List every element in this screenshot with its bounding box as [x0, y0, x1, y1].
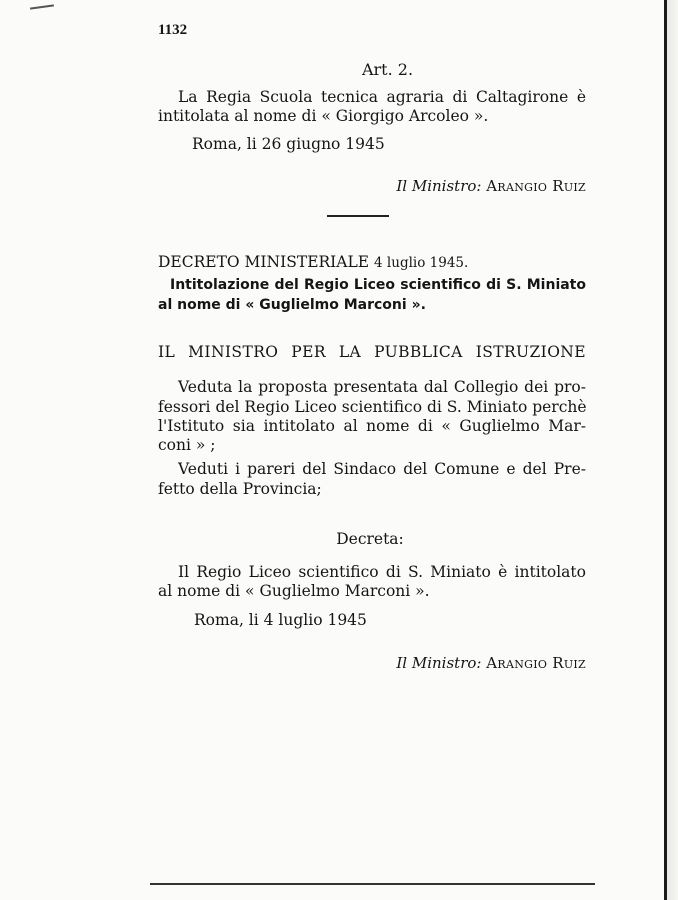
decree-title	[158, 253, 468, 271]
decreta-heading: Decreta:	[336, 530, 404, 548]
paragraph-line: Veduti i pareri del Sindaco del Comune e del Pre-	[178, 460, 586, 478]
article-signature	[396, 177, 586, 195]
resolution-line: Il Regio Liceo scientifico di S. Miniato è intitolato	[178, 563, 586, 581]
minister-heading: IL MINISTRO PER LA PUBBLICA ISTRUZIONE	[158, 343, 586, 361]
decree-subject-line: al nome di « Guglielmo Marconi ».	[158, 297, 426, 313]
paragraph-line: coni » ;	[158, 436, 216, 454]
decree-subject-line: Intitolazione del Regio Liceo scientifico di S. Miniato	[170, 277, 586, 293]
decree-signature	[396, 654, 586, 672]
paragraph-line: fessori del Regio Liceo scientifico di S. Miniato perchè	[158, 398, 587, 416]
article-place-date: Roma, li 26 giugno 1945	[192, 135, 385, 153]
decree-place-date: Roma, li 4 luglio 1945	[194, 611, 367, 629]
paragraph-line: Veduta la proposta presentata dal Collegio dei pro-	[178, 378, 586, 396]
signature-role: Il Ministro:	[396, 177, 482, 195]
bottom-rule	[150, 883, 595, 885]
corner-mark	[30, 4, 54, 9]
article-heading: Art. 2.	[361, 60, 414, 79]
section-divider	[327, 215, 389, 217]
decree-date: 4 luglio 1945.	[374, 255, 469, 271]
signature-name: Arangio Ruiz	[486, 177, 586, 195]
page-number: 1132	[158, 22, 188, 38]
resolution-line: al nome di « Guglielmo Marconi ».	[158, 582, 430, 600]
article-text-line: La Regia Scuola tecnica agraria di Caltagirone è	[178, 88, 586, 106]
signature-role: Il Ministro:	[396, 654, 482, 672]
paragraph-line: fetto della Provincia;	[158, 480, 322, 498]
decree-title-text: DECRETO MINISTERIALE	[158, 253, 370, 271]
paragraph-line: l'Istituto sia intitolato al nome di « Guglielmo Mar-	[158, 417, 586, 435]
article-text-line: intitolata al nome di « Giorgigo Arcoleo ».	[158, 107, 489, 125]
signature-name: Arangio Ruiz	[486, 654, 586, 672]
adjacent-page-bleed	[667, 0, 678, 900]
